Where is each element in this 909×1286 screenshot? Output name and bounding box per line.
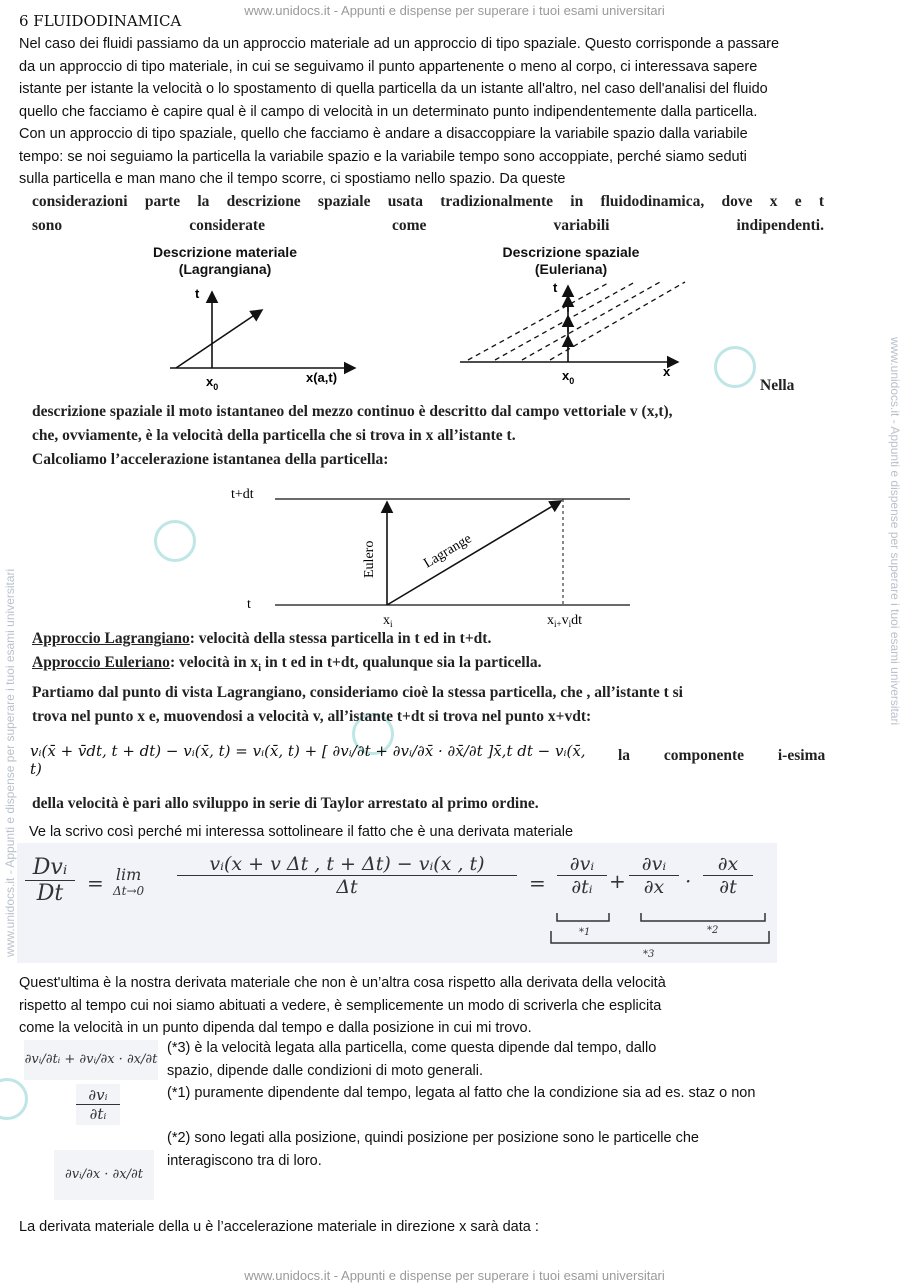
scan-word: indipendenti.	[736, 217, 824, 234]
diagram-euler-title	[466, 244, 676, 278]
fraction-num: ∂vᵢ	[76, 1086, 120, 1105]
watermark-logo-icon	[0, 1078, 28, 1120]
intro-line: da un approccio di tipo materiale, in cui se seguivamo il punto appartenente o meno al corpo, ci interessava sapere	[19, 58, 758, 75]
lim-text: lim	[115, 865, 142, 884]
limit	[113, 865, 144, 898]
x-label: x	[663, 364, 671, 379]
diagram-lagrange	[150, 280, 390, 395]
watermark-bottom: www.unidocs.it - Appunti e dispense per superare i tuoi esami universitari	[244, 1268, 665, 1283]
xa-label: x(a,t)	[306, 370, 338, 385]
mini-formula-3: ∂vᵢ/∂tᵢ + ∂vᵢ/∂x · ∂x/∂t	[24, 1040, 158, 1080]
lagrange-label: Lagrange	[421, 531, 475, 572]
approach-lagrangian	[32, 627, 872, 651]
xi-vi-dt-label: $x_{i+}v_idt$	[547, 613, 582, 629]
t-label: t	[247, 597, 251, 612]
term3	[703, 853, 753, 898]
approach-text: : velocità in x	[169, 654, 259, 671]
handwritten-formula	[17, 843, 777, 963]
fraction-den: ∂x	[643, 876, 665, 898]
note-line: (*3) è la velocità legata alla particella, come questa dipende dal tempo, dallo	[167, 1040, 657, 1056]
approach-text: in t ed in t+dt, qualunque sia la particella.	[260, 654, 542, 671]
equals-sign: =	[529, 871, 546, 895]
fraction-num: vᵢ(x + v Δt , t + Δt) − vᵢ(x , t)	[177, 853, 517, 876]
scan-line: che, ovviamente, è la velocità della particella che si trova in x all’istante t.	[32, 427, 516, 444]
taylor-line-2: della velocità è pari allo sviluppo in serie di Taylor arrestato al primo ordine.	[32, 795, 539, 812]
scan-word: come	[392, 217, 427, 234]
eulero-label: Eulero	[362, 540, 377, 578]
x0-label: $x_0$	[562, 368, 575, 386]
ve-la-scrivo: Ve la scrivo così perché mi interessa sottolineare il fatto che è una derivata materiale	[29, 824, 574, 840]
watermark-logo-icon	[154, 520, 196, 562]
xi-label: $x_i$	[383, 613, 393, 629]
main-fraction	[177, 853, 517, 898]
quest-line: come la velocità in un punto dipenda dal tempo e dalla posizione in cui mi trovo.	[19, 1020, 532, 1036]
watermark-logo-icon	[714, 346, 756, 388]
lagrange-arrow	[387, 501, 561, 605]
quest-paragraph	[19, 972, 879, 1040]
intro-line: quello che facciamo è capire qual è il campo di velocità in un determinato punto indipendentemente dalla particella.	[19, 103, 758, 120]
watermark-side-right: www.unidocs.it - Appunti e dispense per superare i tuoi esami universitari	[888, 337, 902, 726]
scan-paragraph-2	[32, 400, 832, 472]
scan-line	[32, 214, 824, 238]
taylor-right: la componente i-esima	[618, 747, 826, 764]
approach-eulerian	[32, 651, 872, 681]
quest-line: Quest'ultima è la nostra derivata materiale che non è un’altra cosa rispetto alla derivata della velocità	[19, 975, 666, 991]
t-dt-label: t+dt	[231, 487, 254, 502]
scan-line: Calcoliamo l’accelerazione istantanea della particella:	[32, 451, 389, 468]
diagram-lagrange-title	[120, 244, 330, 278]
intro-line: istante per istante la velocità o lo spostamento di quella particella da un istante all'altro, nel caso dell'analisi del fluido	[19, 81, 768, 97]
diagram-title-line: Descrizione spaziale	[502, 244, 640, 260]
taylor-formula: vᵢ(x̄ + v̄dt, t + dt) − vᵢ(x̄, t) = vᵢ(x̄, t) + [ ∂vᵢ/∂t + ∂vᵢ/∂x̄ · ∂x̄/∂t ]x̄,t dt − vᵢ(x̄, t)	[30, 742, 586, 778]
scan-word: considerate	[189, 217, 265, 234]
quest-line: rispetto al tempo cui noi siamo abituati a vedere, è semplicemente un modo di scriverla che esplicita	[19, 997, 662, 1014]
partiamo-line: Partiamo dal punto di vista Lagrangiano, consideriamo cioè la stessa particella, che , all’istante t si	[32, 684, 683, 702]
fraction-num: ∂vᵢ	[629, 853, 679, 876]
partiamo-line: trova nel punto x e, muovendosi a velocità v, all’istante t+dt si trova nel punto x+vdt:	[32, 708, 592, 726]
intro-line: tempo: se noi seguiamo la particella la variabile spazio e la variabile tempo sono accoppiate, perché siamo seduti	[19, 148, 747, 165]
approach-label: Approccio Lagrangiano	[32, 630, 190, 647]
approach-label: Approccio Euleriano	[32, 654, 170, 671]
scan-word: sono	[32, 217, 63, 234]
fraction-den: Δt	[336, 876, 358, 898]
dot-sign: ·	[685, 869, 692, 893]
fraction-den: ∂tᵢ	[89, 1105, 107, 1123]
equals-sign: =	[87, 871, 104, 895]
intro-line: Nel caso dei fluidi passiamo da un approccio materiale ad un approccio di tipo spaziale. Questo corrisponde a passare	[19, 36, 780, 52]
fraction-den: Dt	[36, 881, 64, 906]
nella-word: Nella	[760, 377, 795, 394]
scan-line: considerazioni parte la descrizione spaziale usata tradizionalmente in fluidodinamica, dove x e t	[32, 193, 824, 210]
mini-formula-2: ∂vᵢ/∂x · ∂x/∂t	[54, 1150, 154, 1200]
t-label: t	[553, 280, 558, 295]
dashed-trajectory	[468, 282, 610, 360]
mark-3: *3	[643, 949, 655, 960]
dashed-trajectory	[550, 282, 685, 360]
intro-line: sulla particella e man mano che il tempo scorre, ci spostiamo nello spazio. Da queste	[19, 171, 566, 187]
approaches-block	[32, 627, 872, 729]
fraction-num: ∂vᵢ	[557, 853, 607, 876]
mini-formula-1	[76, 1084, 120, 1125]
watermark-top: www.unidocs.it - Appunti e dispense per superare i tuoi esami universitari	[244, 3, 665, 18]
term1	[557, 853, 607, 898]
section-heading: 6 FLUIDODINAMICA	[19, 12, 182, 30]
taylor-right-text	[618, 744, 830, 768]
final-line: La derivata materiale della u è l’accelerazione materiale in direzione x sarà data :	[19, 1219, 539, 1235]
fraction-num: ∂x	[703, 853, 753, 876]
intro-line: Con un approccio di tipo spaziale, quello che facciamo è andare a disaccoppiare la variabile spazio dalla variabile	[19, 126, 748, 142]
approach-subscript: i	[258, 663, 261, 675]
watermark-side-left: www.unidocs.it - Appunti e dispense per superare i tuoi esami universitari	[3, 568, 17, 957]
note-line: spazio, dipende dalle condizioni di moto generali.	[167, 1062, 483, 1079]
fraction-den: ∂tᵢ	[571, 876, 593, 898]
note-2	[167, 1127, 887, 1172]
diagram-acceleration	[225, 482, 645, 630]
intro-paragraph	[19, 33, 899, 191]
diagram-title-line: (Euleriana)	[534, 261, 608, 277]
note-line: (*2) sono legati alla posizione, quindi posizione per posizione sono le particelle che	[167, 1130, 699, 1146]
approach-text: : velocità della stessa particella in t ed in t+dt.	[189, 630, 492, 647]
fraction-num: Dvᵢ	[25, 855, 75, 881]
mark-1: *1	[579, 927, 591, 938]
x0-label: $x_0$	[206, 374, 219, 392]
scan-paragraph-1	[32, 190, 824, 238]
lim-sub: Δt→0	[113, 884, 145, 898]
lhs-fraction	[25, 855, 75, 906]
term2	[629, 853, 679, 898]
fraction-den: ∂t	[719, 876, 737, 898]
scan-line: descrizione spaziale il moto istantaneo del mezzo continuo è descritto dal campo vettoriale v (x,t),	[32, 403, 673, 420]
diagram-euler	[460, 280, 700, 395]
plus-sign: +	[609, 869, 626, 893]
scan-word: variabili	[553, 217, 610, 234]
dashed-trajectory	[495, 282, 635, 360]
dashed-trajectory	[522, 282, 660, 360]
mark-2: *2	[707, 925, 719, 936]
note-line: interagiscono tra di loro.	[167, 1152, 322, 1169]
note-3	[167, 1037, 887, 1082]
diagram-title-line: Descrizione materiale	[153, 244, 297, 260]
t-label: t	[195, 286, 200, 301]
trajectory-arrow	[176, 310, 262, 368]
diagram-title-line: (Lagrangiana)	[178, 261, 272, 277]
note-1: (*1) puramente dipendente dal tempo, legata al fatto che la condizione sia ad es. staz o non	[167, 1085, 756, 1101]
